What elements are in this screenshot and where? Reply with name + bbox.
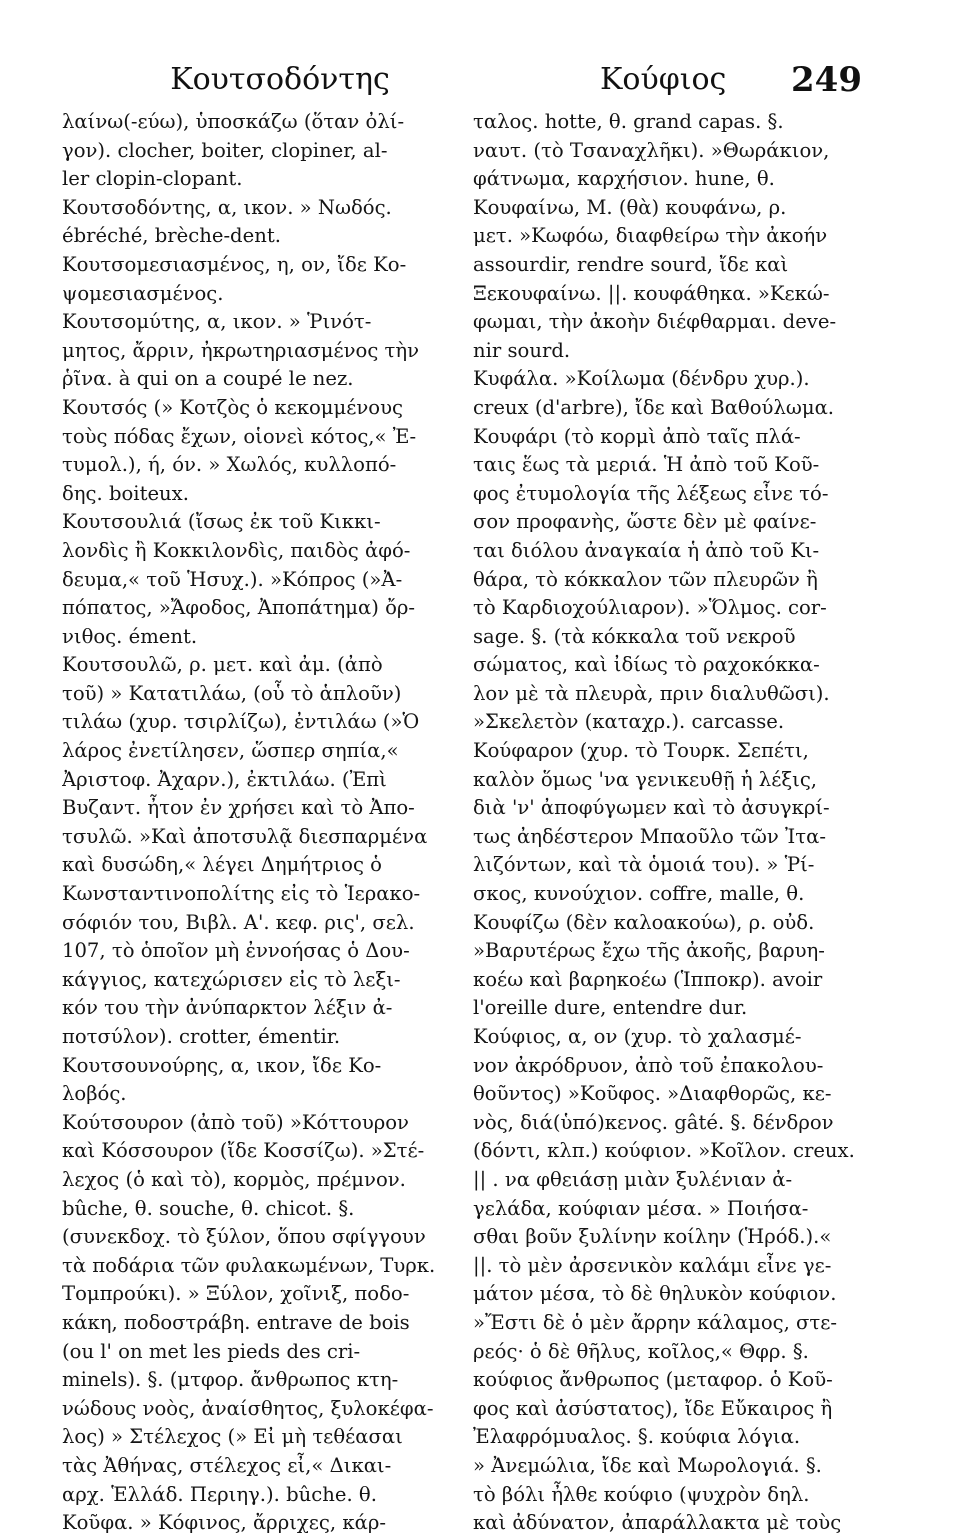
left-column-line: τσυλῶ. »Καὶ ἀποτσυλᾷ διεσπαρμένα <box>62 824 428 848</box>
left-column-line: 107, τὸ ὁποῖον μὴ ἐννοήσας ὁ Δου- <box>62 939 410 963</box>
right-column-line: μάτον μέσα, τὸ δὲ θηλυκὸν κούφιον. <box>473 1282 837 1306</box>
left-column-line: bûche, θ. souche, θ. chicot. §. <box>62 1196 355 1220</box>
left-column-line: Κούτσουρον (ἀπὸ τοῦ) »Κόττουρον <box>62 1110 409 1134</box>
right-column-line: Ἐλαφρόμυαλος. §. κούφια λόγια. <box>473 1425 801 1449</box>
right-column-line: »Ἔστι δὲ ὁ μὲν ἄρρην κάλαμος, στε- <box>473 1310 838 1334</box>
right-column-line: φος ἐτυμολογία τῆς λέξεως εἶνε τό- <box>473 481 829 505</box>
left-column-line: (συνεκδοχ. τὸ ξύλον, ὅπου σφίγγουν <box>62 1225 426 1249</box>
right-column-line: σθαι βοῦν ξυλίνην κοίλην (Ἡρόδ.).« <box>473 1225 832 1249</box>
right-column-line: » Ἀνεμώλια, ἴδε καὶ Μωρολογιά. §. <box>473 1453 822 1477</box>
left-column-line: minels). §. (μτφορ. ἄνθρωπος κτη- <box>62 1368 399 1392</box>
page-number: 249 <box>791 60 862 100</box>
left-column-line: Κουτσουνούρης, α, ικον, ἴδε Κο- <box>62 1053 382 1077</box>
right-column-line: καὶ ἀδύνατον, ἀπαράλλακτα μὲ τοὺς <box>473 1511 842 1535</box>
right-column-line: σκος, κυνούχιον. coffre, malle, θ. <box>473 882 805 906</box>
right-column-line: ταις ἕως τὰ μεριά. Ἡ ἀπὸ τοῦ Κοῦ- <box>473 453 820 477</box>
right-column <box>473 108 873 1538</box>
left-column-line: λοβός. <box>62 1082 127 1106</box>
right-column-line: || . να φθειάσῃ μιὰν ξυλένιαν ἀ- <box>473 1167 793 1191</box>
right-column-line: »Σκελετὸν (καταχρ.). carcasse. <box>473 710 785 734</box>
right-column-line: Κυφάλα. »Κοίλωμα (δένδρυ χυρ.). <box>473 367 810 391</box>
left-column-line: ῥῖνα. à qui on a coupé le nez. <box>62 367 354 391</box>
right-column-line: l'oreille dure, entendre dur. <box>473 996 748 1020</box>
right-column-line: σον προφανὴς, ὥστε δὲν μὲ φαίνε- <box>473 510 817 534</box>
left-column-line: ler clopin-clopant. <box>62 167 243 191</box>
left-column-line: ébréché, brèche-dent. <box>62 224 281 248</box>
right-column-line: σώματος, καὶ ἰδίως τὸ ραχοκόκκα- <box>473 653 820 677</box>
left-column-line: ποτσύλον). crotter, émentir. <box>62 1025 341 1048</box>
right-column-line: Κουφίζω (δὲν καλοακούω), ρ. οὐδ. <box>473 910 815 934</box>
right-column-line: creux (d'arbre), ἴδε καὶ Βαθούλωμα. <box>473 395 835 419</box>
left-running-head: Κουτσοδόντης <box>170 62 390 97</box>
right-column-line: νὸς, διά(ὑπό)κενος. gâté. §. δένδρον <box>473 1110 834 1134</box>
left-column-line: Βυζαντ. ἦτον ἐν χρήσει καὶ τὸ Ἀπο- <box>62 796 415 820</box>
left-column-line: τὰ ποδάρια τῶν φυλακωμένων, Τυρκ. <box>62 1253 436 1277</box>
right-column-line: Κουφάρι (τὸ κορμὶ ἀπὸ ταῖς πλά- <box>473 424 801 448</box>
left-column-line: Κουτσουλιά (ἴσως ἐκ τοῦ Κικκι- <box>62 510 381 534</box>
left-column-line: τὰς Ἀθήνας, στέλεχος εἶ,« Δικαι- <box>62 1453 392 1477</box>
right-column-line: γελάδα, κούφιαν μέσα. » Ποιήσα- <box>473 1196 809 1220</box>
right-column-line: ται διόλου ἀναγκαία ἡ ἀπὸ τοῦ Κι- <box>473 538 820 562</box>
right-column-line: λιζόντων, καὶ τὰ ὁμοιά του). » Ῥί- <box>473 853 815 877</box>
left-column-line: σόφιόν του, Βιβλ. Α'. κεφ. ρις', σελ. <box>62 910 415 934</box>
left-column-line: Κουτσομεσιασμένος, η, ον, ἴδε Κο- <box>62 252 407 276</box>
right-column-line: sage. §. (τὰ κόκκαλα τοῦ νεκροῦ <box>473 624 796 648</box>
right-column-line: assourdir, rendre sourd, ἴδε καὶ <box>473 252 789 276</box>
right-column-line: καλὸν ὅμως 'να γενικευθῇ ἡ λέξις, <box>473 767 818 791</box>
left-column-line: δης. boiteux. <box>62 481 189 505</box>
left-column-line: κάκη, ποδοστράβη. entrave de bois <box>62 1310 410 1334</box>
left-column-line: λεχος (ὁ καὶ τὸ), κορμὸς, πρέμνον. <box>62 1167 406 1191</box>
left-column-line: καὶ δυσώδη,« λέγει Δημήτριος ὁ <box>62 853 382 877</box>
right-running-head: Κούφιος <box>600 62 727 97</box>
left-column-line: αρχ. Ἑλλάδ. Περιηγ.). bûche. θ. <box>62 1482 377 1506</box>
right-column-line: τὸ Καρδιοχούλιαρον). »Ὅλμος. cor- <box>473 596 827 620</box>
left-column-line: Κουτσοδόντης, α, ικον. » Νωδός. <box>62 195 392 219</box>
right-column-line: κοέω καὶ βαρηκοέω (Ἱπποκρ). avoir <box>473 967 823 991</box>
right-column-line: ταλος. hotte, θ. grand capas. §. <box>473 110 784 133</box>
left-column-line: λονδὶς ἢ Κοκκιλονδὶς, παιδὸς ἀφό- <box>62 538 411 562</box>
right-column-line: θοῦντος) »Κοῦφος. »Διαφθορῶς, κε- <box>473 1082 832 1106</box>
left-column-line: ψομεσιασμένος. <box>62 281 224 305</box>
right-column-line: διὰ 'ν' ἀποφύγωμεν καὶ τὸ ἀσυγκρί- <box>473 796 830 820</box>
left-column-line: λαίνω(-εύω), ὑποσκάζω (ὅταν ὀλί- <box>62 110 405 133</box>
right-column-line: (δόντι, κλπ.) κούφιον. »Κοῖλον. creux. <box>473 1139 855 1163</box>
left-column-line: Ἀριστοφ. Ἀχαρν.), ἐκτιλάω. (Ἐπὶ <box>62 767 387 791</box>
left-column-line: (ou l' on met les pieds des cri- <box>62 1339 361 1363</box>
right-column-line: κούφιος ἄνθρωπος (μεταφορ. ὁ Κοῦ- <box>473 1368 833 1392</box>
right-column-line: θάρα, τὸ κόκκαλον τῶν πλευρῶν ἢ <box>473 567 818 591</box>
left-column-line: τιλάω (χυρ. τσιρλίζω), ἐντιλάω (»Ὁ <box>62 710 420 734</box>
left-column-line: μητος, ἄρριν, ἠκρωτηριασμένος τὴν <box>62 338 420 362</box>
right-column-line: τὸ βόλι ἦλθε κούφιο (ψυχρὸν δηλ. <box>473 1482 810 1506</box>
right-column-line: Κουφαίνω, Μ. (θὰ) κουφάνω, ρ. <box>473 195 787 219</box>
right-column-line: Κούφαρον (χυρ. τὸ Τουρκ. Σεπέτι, <box>473 739 809 763</box>
right-column-line: φωμαι, τὴν ἀκοὴν διέφθαρμαι. deve- <box>473 310 837 334</box>
left-column-line: λάρος ἐνετίλησεν, ὥσπερ σηπία,« <box>62 739 399 763</box>
left-column-line: Κοῦφα. » Κόφινος, ἄρριχες, κάρ- <box>62 1511 386 1535</box>
left-column-line: Κουτσομύτης, α, ικον. » Ῥινότ- <box>62 310 372 334</box>
right-column-line: nir sourd. <box>473 338 571 362</box>
right-column-line: »Βαρυτέρως ἔχω τῆς ἀκοῆς, βαρυη- <box>473 939 825 963</box>
left-column-line: νώδους νοὸς, ἀναίσθητος, ξυλοκέφα- <box>62 1396 434 1420</box>
left-column-line: γον). clocher, boiter, clopiner, al- <box>62 138 388 162</box>
left-column-line: πόπατος, »Ἄφοδος, Ἀποπάτημα) ὄρ- <box>62 596 416 620</box>
right-column-line: ναυτ. (τὸ Τσαναχλῆκι). »Θωράκιον, <box>473 138 830 162</box>
left-column <box>62 108 462 1538</box>
left-column-line: καὶ Κόσσουρον (ἴδε Κοσσίζω). »Στέ- <box>62 1139 425 1163</box>
right-column-line: νον ἀκρόδρυον, ἀπὸ τοῦ ἐπακολου- <box>473 1053 824 1077</box>
right-column-line: λον μὲ τὰ πλευρὰ, πριν διαλυθῶσι). <box>473 681 830 705</box>
right-column-line: τως ἀηδέστερον Μπαοῦλο τῶν Ἰτα- <box>473 824 826 848</box>
left-column-line: δευμα,« τοῦ Ἡσυχ.). »Κόπρος (»Ἀ- <box>62 567 403 591</box>
right-column-line: ρεός· ὁ δὲ θῆλυς, κοῖλος,« Θφρ. §. <box>473 1339 809 1363</box>
right-column-line: Ξεκουφαίνω. ||. κουφάθηκα. »Κεκώ- <box>473 281 830 305</box>
right-column-line: φάτνωμα, καρχήσιον. hune, θ. <box>473 167 775 191</box>
left-column-line: κόν του τὴν ἀνύπαρκτον λέξιν ἀ- <box>62 996 393 1020</box>
left-column-line: λος) » Στέλεχος (» Εἰ μὴ τεθέασαι <box>62 1425 403 1449</box>
right-column-line: μετ. »Κωφόω, διαφθείρω τὴν ἀκοήν <box>473 224 828 248</box>
left-column-line: Τομπρούκι). » Ξύλον, χοῖνιξ, ποδο- <box>62 1282 410 1306</box>
right-column-line: φος καὶ ἀσύστατος), ἴδε Εὔκαιρος ἢ <box>473 1396 833 1420</box>
left-column-line: τοὺς πόδας ἔχων, οἱονεὶ κότος,« Ἐ- <box>62 424 417 448</box>
right-column-line: Κούφιος, α, ον (χυρ. τὸ χαλασμέ- <box>473 1025 802 1048</box>
left-column-line: Κουτσός (» Κοτζὸς ὁ κεκομμένους <box>62 395 403 419</box>
left-column-line: τυμολ.), ή, όν. » Χωλός, κυλλοπό- <box>62 453 397 477</box>
left-column-line: τοῦ) » Κατατιλάω, (οὗ τὸ ἁπλοῦν) <box>62 681 402 705</box>
left-column-line: κάγγιος, κατεχώρισεν εἰς τὸ λεξι- <box>62 967 401 991</box>
left-column-line: νιθος. ément. <box>62 624 198 648</box>
left-column-line: Κωνσταντινοπολίτης εἰς τὸ Ἱερακο- <box>62 882 421 906</box>
left-column-line: Κουτσουλῶ, ρ. μετ. καὶ ἀμ. (ἀπὸ <box>62 653 383 677</box>
right-column-line: ||. τὸ μὲν ἀρσενικὸν καλάμι εἶνε γε- <box>473 1253 832 1277</box>
